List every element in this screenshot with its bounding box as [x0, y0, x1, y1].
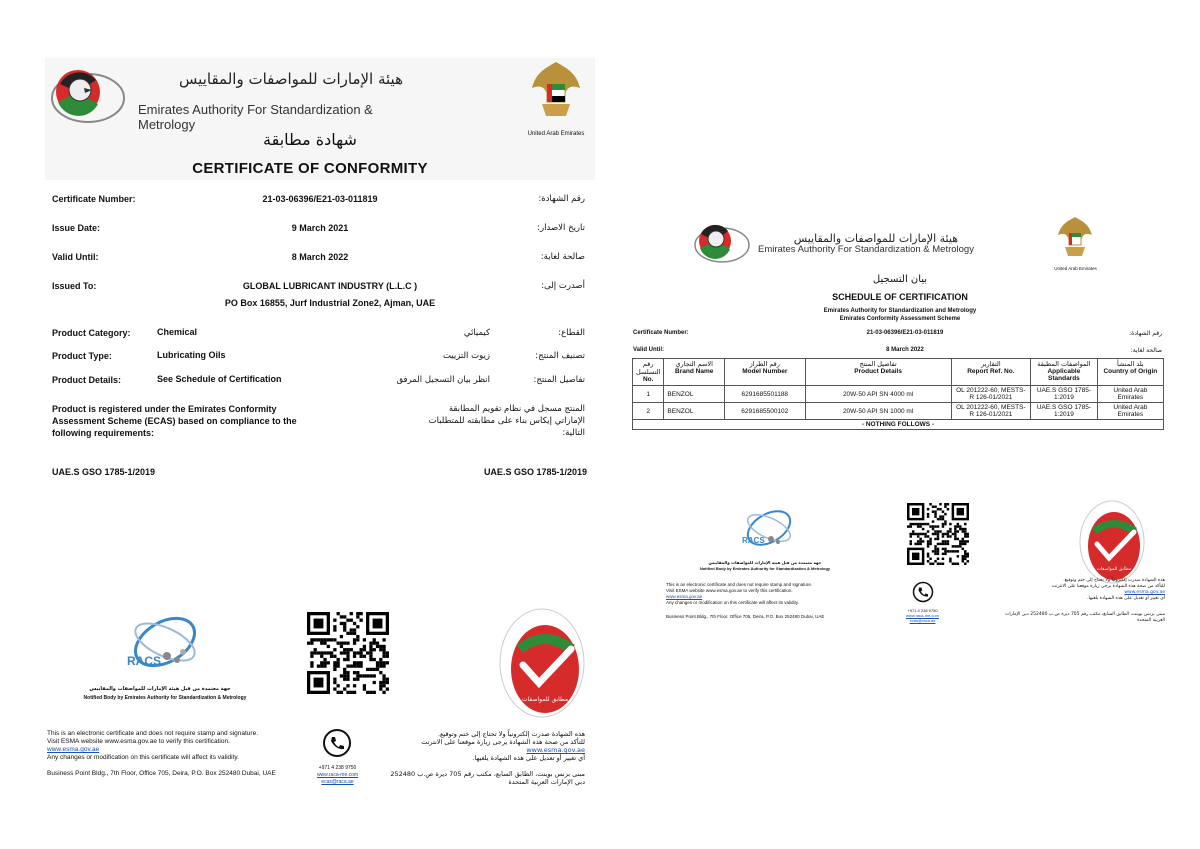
- table-header-row: [633, 359, 1164, 386]
- qr-pattern: [307, 612, 389, 694]
- esma-link-ar[interactable]: www.esma.gov.ae: [526, 746, 585, 754]
- uae-emblem-small: [1055, 214, 1095, 266]
- col-en-report: Report Ref. No.: [967, 368, 1015, 375]
- product-type-label-ar: تصنيف المنتج:: [535, 351, 585, 361]
- product-category-value-ar: كيميائي: [463, 328, 490, 338]
- col-header-no: [633, 359, 664, 386]
- electronic-note: [47, 730, 307, 762]
- col-header-report: [951, 359, 1031, 386]
- issued-to-address: PO Box 16855, Jurf Industrial Zone2, Ajman, UAE: [224, 298, 436, 308]
- col-ar-origin: بلد المنشأ: [1116, 360, 1144, 368]
- col-ar-no: رقم التسلسل: [636, 360, 661, 376]
- valid-until-value: 8 March 2022: [291, 252, 349, 262]
- note-line-3: Any changes or modification on this certificate will affect its validity.: [47, 754, 239, 761]
- electronic-note-ar: [390, 730, 585, 762]
- col-header-model: [724, 359, 805, 386]
- note-line-2: Visit ESMA website www.esma.gov.ae to verify this certification.: [47, 738, 230, 745]
- registration-statement-en: Product is registered under the Emirates Conformity Assessment Scheme (ECAS) based on compliance to the following requirements:: [52, 404, 297, 438]
- cell-standards: UAE.S GSO 1785-1:2019: [1031, 386, 1098, 403]
- product-category-label-ar: القطاع:: [558, 328, 585, 338]
- notified-body-en-small: Notified Body by Emirates Authority for Standardization & Metrology: [699, 566, 831, 571]
- product-category-label: Product Category:: [52, 328, 131, 338]
- col-en-details: Product Details: [854, 368, 902, 375]
- col-header-details: [805, 359, 951, 386]
- racs-logo: [125, 610, 205, 680]
- racs-label: RACS: [127, 654, 162, 668]
- notified-body-ar: جهة معتمدة من قبل هيئة الإمارات للمواصفات والمقاييس: [89, 686, 231, 692]
- authority-name-en: Emirates Authority For Standardization & Metrology: [138, 102, 373, 132]
- notified-body-ar-small: جهة معتمدة من قبل هيئة الإمارات للمواصفات والمقاييس: [708, 560, 822, 565]
- cell-brand: BENZOL: [664, 386, 725, 403]
- phone-number: +971 4 238 9750: [318, 765, 357, 771]
- product-details-label: Product Details:: [52, 375, 122, 385]
- note-line-1: This is an electronic certificate and does not require stamp and signature.: [47, 730, 259, 737]
- qr-code: [307, 612, 389, 696]
- schedule-cert-label-ar: رقم الشهادة:: [1129, 330, 1162, 337]
- col-en-no: No.: [642, 376, 654, 383]
- website-link-small[interactable]: www.raca-me.com: [906, 613, 939, 618]
- schedule-valid-label: Valid Until:: [633, 347, 665, 353]
- country-caption: United Arab Emirates: [527, 131, 585, 137]
- valid-until-label-ar: صالحة لغاية:: [540, 252, 585, 262]
- notified-body-en: Notified Body by Emirates Authority for Standardization & Metrology: [83, 695, 247, 701]
- certificate-title-ar: شهادة مطابقة: [263, 130, 357, 149]
- certificate-number-label: Certificate Number:: [52, 194, 136, 204]
- phone-number-small: +971 4 238 9750: [907, 608, 938, 613]
- schedule-title-ar: بيان التسجيل: [872, 274, 928, 285]
- issue-date-label: Issue Date:: [52, 223, 101, 233]
- esma-link-small[interactable]: www.esma.gov.ae: [666, 594, 703, 599]
- note-ar-line-2-small: للتأكد من صحة هذه الشهادة يرجى زيارة موقعنا على الانترنت: [1051, 584, 1165, 589]
- office-address-ar: مبنى بزنس بوينت، الطابق السابع، مكتب رقم 705 ديرة ص.ب 252480 دبي الإمارات العربية المتحدة: [390, 770, 585, 786]
- cell-no: 1: [633, 386, 664, 403]
- office-address-small: Business Point Bldg., 7th Floor, Office 705, Deira, P.O. Box 252480 Dubai, UAE: [666, 614, 825, 619]
- cell-model: 6291685501188: [724, 386, 805, 403]
- cell-model: 6291685500102: [724, 403, 805, 420]
- cell-brand: BENZOL: [664, 403, 725, 420]
- office-address: Business Point Bldg., 7th Floor, Office 705, Deira, P.O. Box 252480 Dubai, UAE: [47, 770, 276, 777]
- stamp-label-ar: مطابق للمواصفات: [521, 696, 569, 703]
- table-row: [633, 386, 1164, 403]
- email-link[interactable]: ecas@raca.ae: [321, 779, 354, 785]
- product-type-value-ar: زيوت التزييت: [442, 351, 490, 361]
- col-en-origin: Country of Origin: [1103, 368, 1158, 375]
- authority-name-ar: هيئة الإمارات للمواصفات والمقاييس: [179, 70, 403, 88]
- nothing-follows-row: [633, 420, 1164, 430]
- note-ar-line-3: أي تغيير أو تعديل على هذه الشهادة يلغيها.: [472, 754, 585, 762]
- email-link-small[interactable]: ecas@raca.ae: [909, 618, 936, 623]
- issue-date-label-ar: تاريخ الاصدار:: [537, 223, 585, 233]
- note-ar-line-3-small: أي تغيير أو تعديل على هذه الشهادة يلغيها.: [1087, 596, 1165, 601]
- product-details-value: See Schedule of Certification: [157, 374, 282, 384]
- issued-to-label: Issued To:: [52, 281, 97, 291]
- col-ar-report: التقارير: [981, 360, 1001, 368]
- standard-right: UAE.S GSO 1785-1/2019: [483, 467, 587, 477]
- schedule-valid-label-ar: صالحة لغاية:: [1130, 347, 1162, 354]
- cell-report: OL 201222-60, MESTS-R 126-01/2021: [951, 403, 1031, 420]
- product-type-value: Lubricating Oils: [157, 350, 226, 360]
- col-en-brand: Brand Name: [675, 368, 714, 375]
- product-details-label-ar: تفاصيل المنتج:: [533, 375, 585, 385]
- col-ar-model: رقم الطراز: [749, 360, 780, 368]
- ecas-conformity-stamp: [497, 605, 587, 720]
- ecas-conformity-stamp-small: [1077, 498, 1147, 586]
- schedule-title-en: SCHEDULE OF CERTIFICATION: [832, 292, 968, 302]
- cell-details: 20W-50 API SN 4000 ml: [805, 386, 951, 403]
- racs-label-small: RACS: [742, 536, 765, 545]
- schedule-subtitle-1: Emirates Authority for Standardization and Metrology: [823, 308, 977, 314]
- esma-link-ar-small[interactable]: www.esma.gov.ae: [1124, 590, 1165, 595]
- esma-falcon-logo-small: [692, 218, 752, 270]
- col-header-standards: [1031, 359, 1098, 386]
- phone-icon-small: [912, 581, 934, 603]
- certificate-title-en: CERTIFICATE OF CONFORMITY: [192, 160, 428, 177]
- cell-details: 20W-50 API SN 1000 ml: [805, 403, 951, 420]
- registration-statement-ar: المنتج مسجل في نظام تقويم المطابقة الإماراتي إيكاس بناء على مطابقته للمتطلبات التالية:: [428, 404, 585, 438]
- note-line-1-small: This is an electronic certificate and does not require stamp and signature.: [666, 582, 813, 587]
- schedule-valid-value: 8 March 2022: [886, 347, 924, 353]
- cell-standards: UAE.S GSO 1785-1:2019: [1031, 403, 1098, 420]
- electronic-note-ar-small: [995, 578, 1165, 602]
- phone-icon: [322, 728, 352, 758]
- cell-no: 2: [633, 403, 664, 420]
- note-ar-line-1-small: هذه الشهادة صدرت إلكترونياً ولا تحتاج إلى ختم وتوقيع.: [1063, 578, 1165, 583]
- note-line-2-small: Visit ESMA website www.esma.gov.ae to verify this certification.: [666, 588, 793, 593]
- racs-logo-small: [740, 505, 798, 555]
- electronic-note-small: [666, 582, 876, 606]
- qr-pattern: [907, 503, 969, 565]
- schedule-authority-en: Emirates Authority For Standardization & Metrology: [758, 244, 974, 255]
- uae-emblem: [528, 58, 584, 130]
- col-ar-standards: المواصفات المطبقة: [1037, 360, 1091, 368]
- col-en-standards: Applicable Standards: [1047, 368, 1081, 382]
- cell-report: OL 201222-60, MESTS-R 126-01/2021: [951, 386, 1031, 403]
- esma-falcon-logo: [48, 62, 128, 132]
- issued-to-name: GLOBAL LUBRICANT INDUSTRY (L.L.C ): [242, 281, 418, 291]
- qr-code-small: [907, 503, 969, 567]
- schedule-subtitle-2: Emirates Conformity Assessment Scheme: [839, 316, 961, 322]
- product-type-label: Product Type:: [52, 351, 112, 361]
- schedule-cert-label: Certificate Number:: [633, 330, 689, 336]
- table-row: [633, 403, 1164, 420]
- col-header-brand: [664, 359, 725, 386]
- issued-to-label-ar: أصدرت إلى:: [541, 281, 585, 291]
- col-header-origin: [1097, 359, 1163, 386]
- office-address-ar-small: مبنى بزنس بوينت، الطابق السابع، مكتب رقم 705 ديرة ص.ب 252480 دبي الإمارات العربية المتحدة: [1005, 612, 1165, 623]
- note-ar-line-2: للتأكد من صحة هذه الشهادة يرجى زيارة موقعنا على الانترنت: [421, 738, 585, 746]
- note-ar-line-1: هذه الشهادة صدرت إلكترونياً ولا تحتاج إلى ختم وتوقيع.: [437, 730, 585, 738]
- certificate-number-value: 21-03-06396/E21-03-011819: [262, 194, 378, 204]
- schedule-table: [632, 358, 1164, 430]
- cell-origin: United Arab Emirates: [1097, 403, 1163, 420]
- valid-until-label: Valid Until:: [52, 252, 99, 262]
- cell-origin: United Arab Emirates: [1097, 386, 1163, 403]
- col-ar-brand: الاسم التجاري: [675, 360, 713, 368]
- nothing-follows: - NOTHING FOLLOWS -: [633, 420, 1164, 430]
- issue-date-value: 9 March 2021: [291, 223, 349, 233]
- standard-left: UAE.S GSO 1785-1/2019: [52, 467, 156, 477]
- certificate-number-label-ar: رقم الشهادة:: [538, 194, 585, 204]
- col-ar-details: تفاصيل المنتج: [859, 360, 897, 368]
- country-caption-small: United Arab Emirates: [1054, 266, 1097, 271]
- product-details-value-ar: انظر بيان التسجيل المرفق: [396, 375, 490, 385]
- col-en-model: Model Number: [742, 368, 788, 375]
- schedule-page: [600, 0, 1200, 849]
- esma-link[interactable]: www.esma.gov.ae: [47, 746, 100, 753]
- note-line-3-small: Any changes or modification on this certificate will affect its validity.: [666, 600, 799, 605]
- stamp-label-ar-small: مطابق للمواصفات: [1096, 567, 1132, 572]
- schedule-cert-value: 21-03-06396/E21-03-011819: [866, 330, 944, 336]
- product-category-value: Chemical: [157, 327, 198, 337]
- schedule-authority-ar: هيئة الإمارات للمواصفات والمقاييس: [793, 232, 958, 245]
- website-link[interactable]: www.raca-me.com: [316, 772, 359, 778]
